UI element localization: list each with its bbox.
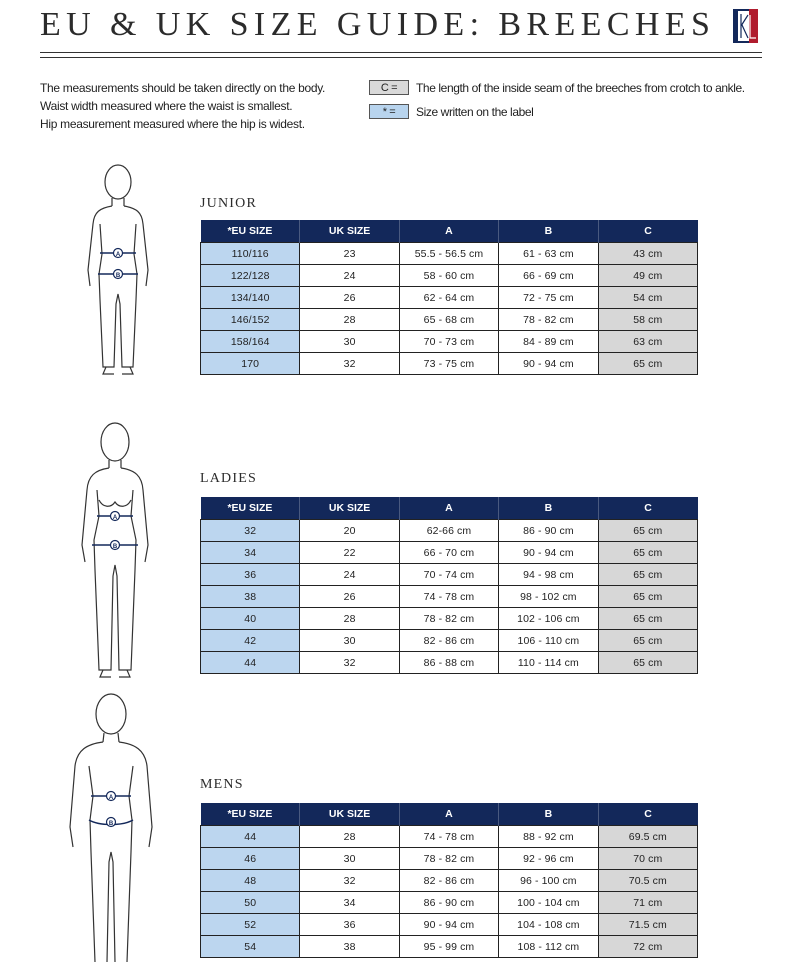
- measure-a-cell: 74 - 78 cm: [399, 586, 498, 608]
- table-row: [201, 826, 698, 848]
- uk-size-cell: 24: [300, 265, 399, 287]
- measure-c-cell: 63 cm: [598, 331, 697, 353]
- uk-size-cell: 23: [300, 243, 399, 265]
- eu-size-cell: 134/140: [201, 287, 300, 309]
- eu-size-cell: 50: [201, 892, 300, 914]
- measure-a-cell: 78 - 82 cm: [399, 848, 498, 870]
- section-title-mens: MENS: [200, 777, 244, 792]
- measure-b-cell: 102 - 106 cm: [499, 608, 598, 630]
- table-row: [201, 331, 698, 353]
- table-row: [201, 243, 698, 265]
- measure-a-cell: 86 - 90 cm: [399, 892, 498, 914]
- table-row: [201, 914, 698, 936]
- measure-c-cell: 70 cm: [598, 848, 697, 870]
- measure-a-cell: 74 - 78 cm: [399, 826, 498, 848]
- figure-label-b: B: [112, 544, 118, 550]
- measure-c-cell: 65 cm: [598, 608, 697, 630]
- measure-a-cell: 65 - 68 cm: [399, 309, 498, 331]
- col-header-b: B: [499, 803, 598, 826]
- eu-size-cell: 36: [201, 564, 300, 586]
- table-row: [201, 287, 698, 309]
- uk-size-cell: 20: [300, 520, 399, 542]
- table-row: [201, 542, 698, 564]
- uk-size-cell: 30: [300, 331, 399, 353]
- eu-size-cell: 32: [201, 520, 300, 542]
- measure-a-cell: 70 - 73 cm: [399, 331, 498, 353]
- eu-size-cell: 54: [201, 936, 300, 958]
- eu-size-cell: 158/164: [201, 331, 300, 353]
- table-row: [201, 520, 698, 542]
- col-header-b: B: [499, 497, 598, 520]
- measure-c-cell: 65 cm: [598, 564, 697, 586]
- figure-label-b: B: [115, 273, 121, 279]
- col-header-eu: *EU SIZE: [201, 220, 300, 243]
- col-header-a: A: [399, 803, 498, 826]
- measure-a-cell: 78 - 82 cm: [399, 608, 498, 630]
- measure-c-cell: 65 cm: [598, 353, 697, 375]
- measure-a-cell: 66 - 70 cm: [399, 542, 498, 564]
- table-row: [201, 265, 698, 287]
- table-row: [201, 608, 698, 630]
- measure-b-cell: 78 - 82 cm: [499, 309, 598, 331]
- uk-size-cell: 22: [300, 542, 399, 564]
- measure-c-cell: 65 cm: [598, 586, 697, 608]
- figure-label-a: A: [108, 795, 114, 801]
- uk-size-cell: 26: [300, 586, 399, 608]
- table-row: [201, 652, 698, 674]
- measure-b-cell: 88 - 92 cm: [499, 826, 598, 848]
- junior-body-figure: [78, 162, 158, 377]
- table-row: [201, 353, 698, 375]
- col-header-eu: *EU SIZE: [201, 803, 300, 826]
- note-line: Hip measurement measured where the hip is widest.: [40, 117, 305, 131]
- uk-size-cell: 38: [300, 936, 399, 958]
- measure-c-cell: 71 cm: [598, 892, 697, 914]
- table-row: [201, 936, 698, 958]
- measure-a-cell: 62-66 cm: [399, 520, 498, 542]
- measure-b-cell: 106 - 110 cm: [499, 630, 598, 652]
- measure-a-cell: 73 - 75 cm: [399, 353, 498, 375]
- legend-c-text: The length of the inside seam of the breeches from crotch to ankle.: [416, 80, 745, 95]
- table-row: [201, 586, 698, 608]
- legend-eu-text: Size written on the label: [416, 104, 534, 119]
- title-rule-bottom: [40, 57, 762, 58]
- legend-eu-key: * =: [369, 104, 409, 119]
- junior-size-table: [200, 220, 698, 375]
- measure-b-cell: 66 - 69 cm: [499, 265, 598, 287]
- uk-size-cell: 32: [300, 353, 399, 375]
- measure-c-cell: 70.5 cm: [598, 870, 697, 892]
- eu-size-cell: 34: [201, 542, 300, 564]
- measure-a-cell: 82 - 86 cm: [399, 870, 498, 892]
- title-rule-top: [40, 52, 762, 53]
- eu-size-cell: 44: [201, 826, 300, 848]
- measure-c-cell: 72 cm: [598, 936, 697, 958]
- measure-b-cell: 100 - 104 cm: [499, 892, 598, 914]
- eu-size-cell: 46: [201, 848, 300, 870]
- ladies-body-figure: [75, 420, 155, 680]
- eu-size-cell: 146/152: [201, 309, 300, 331]
- measure-c-cell: 69.5 cm: [598, 826, 697, 848]
- measure-b-cell: 98 - 102 cm: [499, 586, 598, 608]
- note-line: Waist width measured where the waist is smallest.: [40, 99, 293, 113]
- measure-c-cell: 49 cm: [598, 265, 697, 287]
- table-row: [201, 848, 698, 870]
- col-header-b: B: [499, 220, 598, 243]
- uk-size-cell: 34: [300, 892, 399, 914]
- figure-label-a: A: [115, 252, 121, 258]
- uk-size-cell: 30: [300, 630, 399, 652]
- measure-c-cell: 65 cm: [598, 542, 697, 564]
- figure-label-b: B: [108, 821, 114, 827]
- legend-eu: [369, 104, 533, 119]
- figure-label-a: A: [112, 515, 118, 521]
- measurement-notes: [40, 79, 325, 133]
- brand-logo: [729, 7, 761, 45]
- col-header-a: A: [399, 220, 498, 243]
- uk-size-cell: 24: [300, 564, 399, 586]
- measure-c-cell: 65 cm: [598, 630, 697, 652]
- measure-a-cell: 62 - 64 cm: [399, 287, 498, 309]
- legend-c-key: C =: [369, 80, 409, 95]
- eu-size-cell: 170: [201, 353, 300, 375]
- eu-size-cell: 42: [201, 630, 300, 652]
- measure-a-cell: 95 - 99 cm: [399, 936, 498, 958]
- measure-c-cell: 58 cm: [598, 309, 697, 331]
- table-row: [201, 870, 698, 892]
- col-header-uk: UK SIZE: [300, 220, 399, 243]
- uk-size-cell: 28: [300, 309, 399, 331]
- eu-size-cell: 110/116: [201, 243, 300, 265]
- page-title: EU & UK SIZE GUIDE: BREECHES: [40, 6, 716, 43]
- measure-b-cell: 94 - 98 cm: [499, 564, 598, 586]
- ladies-size-table: [200, 497, 698, 674]
- measure-c-cell: 71.5 cm: [598, 914, 697, 936]
- mens-size-table: [200, 803, 698, 958]
- table-row: [201, 564, 698, 586]
- col-header-eu: *EU SIZE: [201, 497, 300, 520]
- eu-size-cell: 44: [201, 652, 300, 674]
- measure-b-cell: 96 - 100 cm: [499, 870, 598, 892]
- measure-a-cell: 58 - 60 cm: [399, 265, 498, 287]
- measure-b-cell: 90 - 94 cm: [499, 353, 598, 375]
- measure-b-cell: 84 - 89 cm: [499, 331, 598, 353]
- uk-size-cell: 32: [300, 870, 399, 892]
- legend-c: [369, 80, 745, 95]
- uk-size-cell: 26: [300, 287, 399, 309]
- col-header-c: C: [598, 220, 697, 243]
- measure-b-cell: 92 - 96 cm: [499, 848, 598, 870]
- eu-size-cell: 38: [201, 586, 300, 608]
- measure-b-cell: 108 - 112 cm: [499, 936, 598, 958]
- table-row: [201, 630, 698, 652]
- measure-c-cell: 65 cm: [598, 520, 697, 542]
- eu-size-cell: 122/128: [201, 265, 300, 287]
- col-header-c: C: [598, 497, 697, 520]
- note-line: The measurements should be taken directly on the body.: [40, 81, 326, 95]
- measure-a-cell: 82 - 86 cm: [399, 630, 498, 652]
- section-title-ladies: LADIES: [200, 471, 257, 486]
- measure-c-cell: 65 cm: [598, 652, 697, 674]
- col-header-a: A: [399, 497, 498, 520]
- col-header-uk: UK SIZE: [300, 497, 399, 520]
- eu-size-cell: 52: [201, 914, 300, 936]
- measure-a-cell: 70 - 74 cm: [399, 564, 498, 586]
- measure-b-cell: 110 - 114 cm: [499, 652, 598, 674]
- col-header-uk: UK SIZE: [300, 803, 399, 826]
- table-row: [201, 309, 698, 331]
- measure-c-cell: 54 cm: [598, 287, 697, 309]
- measure-c-cell: 43 cm: [598, 243, 697, 265]
- col-header-c: C: [598, 803, 697, 826]
- uk-size-cell: 32: [300, 652, 399, 674]
- table-row: [201, 892, 698, 914]
- uk-size-cell: 28: [300, 608, 399, 630]
- measure-b-cell: 104 - 108 cm: [499, 914, 598, 936]
- measure-a-cell: 55.5 - 56.5 cm: [399, 243, 498, 265]
- measure-b-cell: 90 - 94 cm: [499, 542, 598, 564]
- measure-b-cell: 72 - 75 cm: [499, 287, 598, 309]
- measure-b-cell: 61 - 63 cm: [499, 243, 598, 265]
- measure-a-cell: 90 - 94 cm: [399, 914, 498, 936]
- section-title-junior: JUNIOR: [200, 196, 257, 211]
- eu-size-cell: 48: [201, 870, 300, 892]
- uk-size-cell: 30: [300, 848, 399, 870]
- uk-size-cell: 28: [300, 826, 399, 848]
- measure-a-cell: 86 - 88 cm: [399, 652, 498, 674]
- eu-size-cell: 40: [201, 608, 300, 630]
- measure-b-cell: 86 - 90 cm: [499, 520, 598, 542]
- mens-body-figure: [65, 692, 157, 962]
- uk-size-cell: 36: [300, 914, 399, 936]
